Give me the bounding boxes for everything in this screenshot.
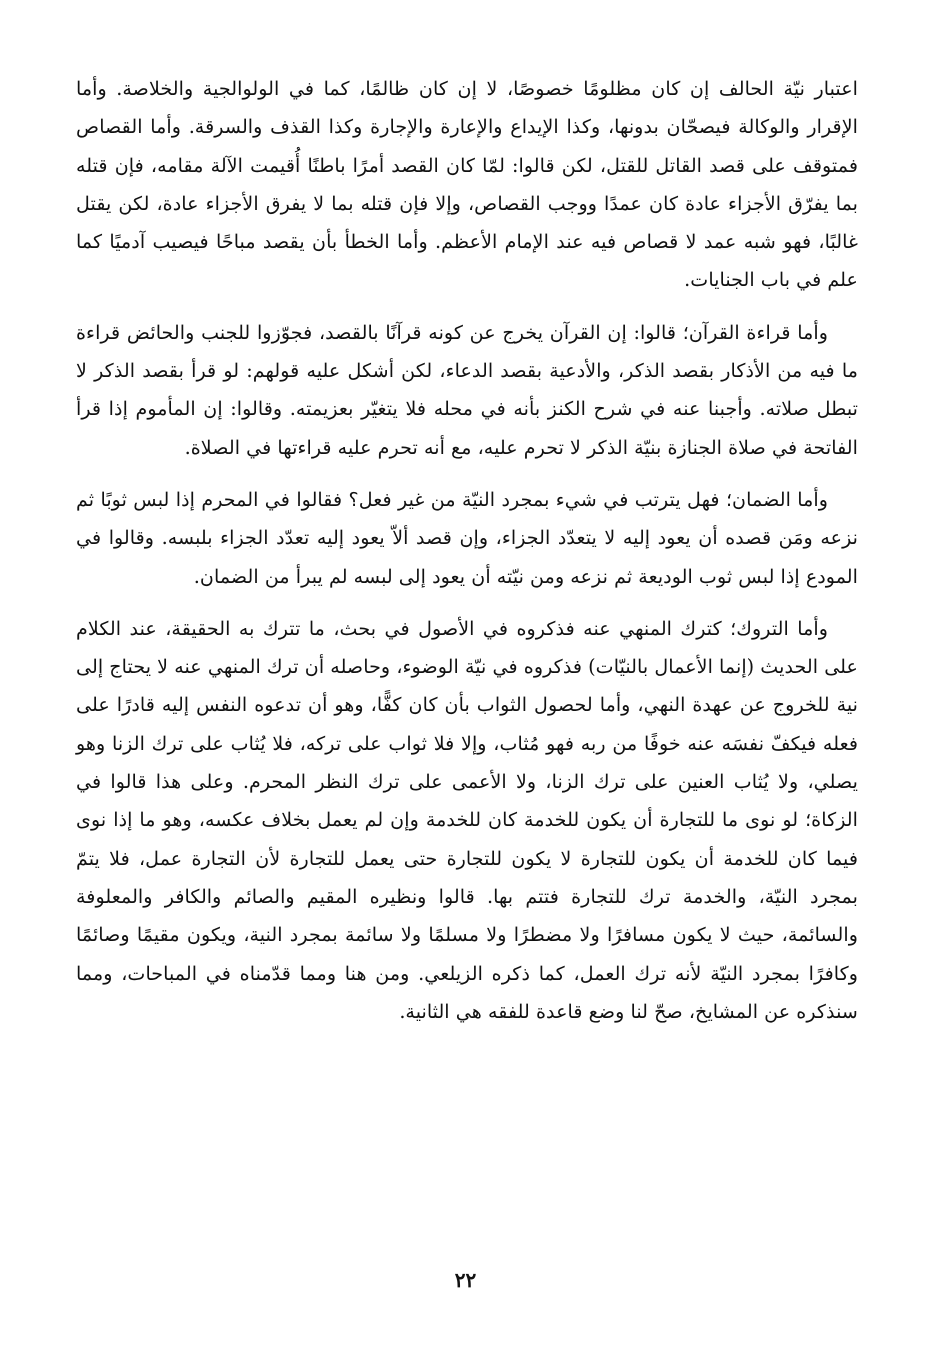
paragraph-liability: وأما الضمان؛ فهل يترتب في شيء بمجرد النيّة من غير فعل؟ فقالوا في المحرم إذا لبس ثوبًا ثم نزعه ومَن قصده أن يعود إليه لا يتعدّد الجزاء، وإن قصد ألاّ يعود إليه تعدّد الجزاء بلبسه. وقالوا في المودع إذا لبس ثوب الوديعة ثم نزعه ومن نيّته أن يعود إلى لبسه لم يبرأ من الضمان. — [76, 487, 858, 588]
page-number: ٢٢ — [454, 1268, 477, 1292]
paragraph-quran-recitation: وأما قراءة القرآن؛ قالوا: إن القرآن يخرج عن كونه قرآنًا بالقصد، فجوّزوا للجنب والحائض قراءة ما فيه من الأذكار بقصد الذكر، والأدعية بقصد الدعاء، لكن أشكل عليه قولهم: لو قرأ بقصد الذكر لا تبطل صلاته. وأجبنا عنه في شرح الكنز بأنه في محله فلا يتغيّر بعزيمته. وقالوا: إن المأموم إذا قرأ الفاتحة في صلاة الجنازة بنيّة الذكر لا تحرم عليه، مع أنه تحرم عليه قراءتها في الصلاة. — [76, 320, 858, 459]
paragraph-omissions: وأما التروك؛ كترك المنهي عنه فذكروه في الأصول في بحث، ما تترك به الحقيقة، عند الكلام على الحديث (إنما الأعمال بالنيّات) فذكروه في نيّة الوضوء، وحاصله أن ترك المنهي عنه لا يحتاج إلى نية للخروج عن عهدة النهي، وأما لحصول الثواب بأن كان كفًّا، وهو أن تدعوه النفس إليه قادرًا على فعله فيكفّ نفسَه عنه خوفًا من ربه فهو مُثاب، وإلا فلا ثواب على تركه، فلا يُثاب على ترك الزنا وهو يصلي، ولا يُثاب العنين على ترك الزنا، ولا الأعمى على ترك النظر المحرم. وعلى هذا قالوا في الزكاة؛ لو نوى ما للتجارة أن يكون للخدمة كان للخدمة وإن لم يعمل بخلاف عكسه، وهو ما إذا نوى فيما كان للخدمة أن يكون للتجارة لا يكون للتجارة حتى يعمل للتجارة لأن التجارة عمل، فلا يتمّ بمجرد النيّة، والخدمة ترك للتجارة فتتم بها. قالوا ونظيره المقيم والصائم والكافر والمعلوفة والسائمة، حيث لا يكون مسافرًا ولا مضطرًا ولا مسلمًا ولا سائمة بمجرد النية، ويكون مقيمًا وصائمًا وكافرًا بمجرد النيّة لأنه ترك العمل، كما ذكره الزيلعي. ومن هنا ومما قدّمناه في المباحات، ومما سنذكره عن المشايخ، صحّ لنا وضع قاعدة للفقه هي الثانية. — [76, 616, 858, 1023]
paragraph-intention-cases: اعتبار نيّة الحالف إن كان مظلومًا خصوصًا، لا إن كان ظالمًا، كما في الولوالجية والخلاصة. وأما الإقرار والوكالة فيصحّان بدونها، وكذا الإيداع والإعارة والإجارة وكذا القذف والسرقة. وأما القصاص فمتوقف على قصد القاتل للقتل، لكن قالوا: لمّا كان القصد أمرًا باطنًا أُقيمت الآلة مقامه، فإن قتله بما يفرّق الأجزاء عادة كان عمدًا ووجب القصاص، وإلا فإن قتله بما لا يفرق الأجزاء عادة، لكن يقتل غالبًا، فهو شبه عمد لا قصاص فيه عند الإمام الأعظم. وأما الخطأ بأن يقصد مباحًا فيصيب آدميًا كما علم في باب الجنايات. — [76, 77, 858, 292]
page-body — [76, 70, 858, 1031]
